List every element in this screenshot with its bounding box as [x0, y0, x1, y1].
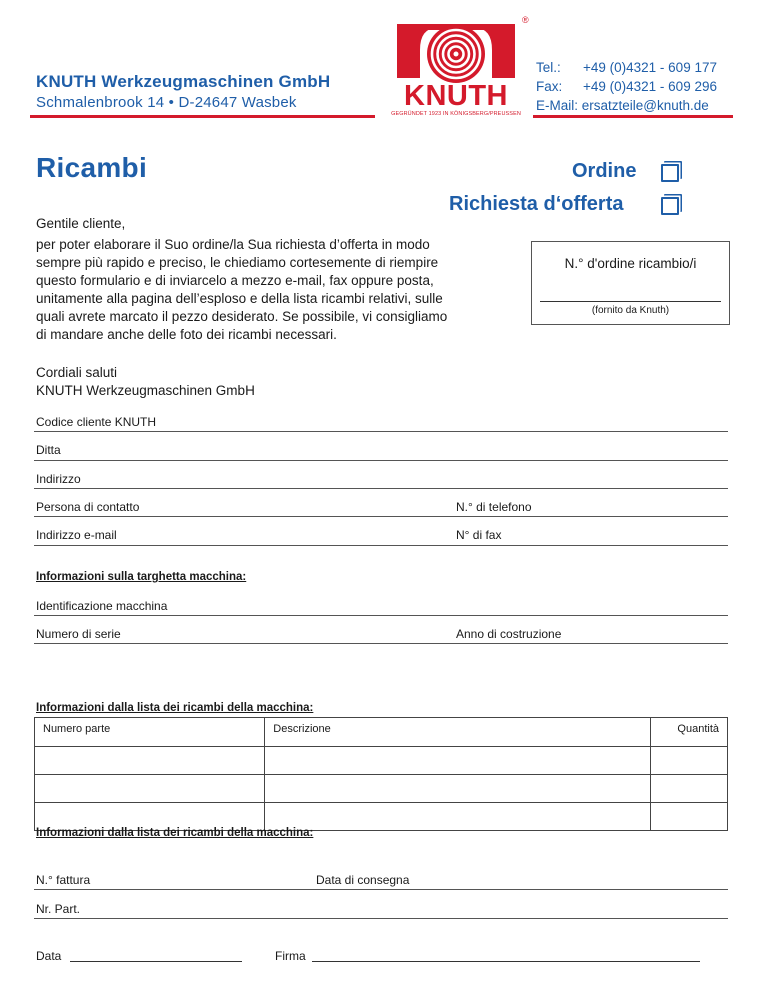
delivery-date-label: Data di consegna — [316, 873, 410, 887]
page-title: Ricambi — [36, 152, 148, 183]
invoice-number-label: N.° fattura — [36, 873, 91, 887]
email-address-label: Indirizzo e-mail — [36, 528, 117, 542]
invoice-delivery-field[interactable] — [34, 889, 728, 890]
company-field[interactable] — [34, 460, 728, 461]
company-label: Ditta — [36, 443, 61, 457]
letter-line: per poter elaborare il Suo ordine/la Sua richiesta d’offerta in modo — [36, 237, 430, 252]
email-fax-field[interactable] — [34, 545, 728, 546]
date-label: Data — [36, 949, 62, 963]
order-number-note: (fornito da Knuth) — [591, 305, 670, 316]
contact-fax — [536, 77, 717, 96]
letter-paragraph — [36, 236, 506, 344]
description-cell[interactable] — [265, 747, 651, 775]
column-header-part-number: Numero parte — [35, 718, 265, 747]
customer-code-label: Codice cliente KNUTH — [36, 415, 157, 429]
quantity-cell[interactable] — [651, 775, 728, 803]
customer-code-field[interactable] — [34, 431, 728, 432]
table-row — [35, 747, 728, 775]
order-number-label: N.° d'ordine ricambio/i — [564, 256, 697, 271]
closing: Cordiali saluti — [36, 365, 118, 380]
registered-mark: ® — [522, 15, 529, 25]
fax-label: Fax: — [536, 79, 563, 94]
machine-id-label: Identificazione macchina — [36, 599, 168, 613]
address-field[interactable] — [34, 488, 728, 489]
company-name: KNUTH Werkzeugmaschinen GmbH — [36, 72, 331, 91]
quantity-cell[interactable] — [651, 803, 728, 831]
tel-value: +49 (0)4321 - 609 177 — [583, 60, 717, 75]
tel-label: Tel.: — [536, 60, 561, 75]
quote-request-option-label: Richiesta d‘offerta — [449, 193, 624, 215]
description-cell[interactable] — [265, 803, 651, 831]
signature-field[interactable] — [312, 961, 700, 962]
order-option-label: Ordine — [572, 160, 637, 182]
parts-list-section-title: Informazioni dalla lista dei ricambi della macchina: — [36, 702, 314, 714]
table-row — [35, 775, 728, 803]
description-cell[interactable] — [265, 775, 651, 803]
header-rule-left — [30, 115, 375, 118]
machine-id-field[interactable] — [34, 615, 728, 616]
parts-table — [34, 717, 728, 831]
part-number-cell[interactable] — [35, 747, 265, 775]
column-header-description: Descrizione — [265, 718, 651, 747]
order-number-box — [531, 241, 730, 325]
machine-plate-section-title: Informazioni sulla targhetta macchina: — [36, 571, 247, 583]
address-label: Indirizzo — [36, 472, 81, 486]
column-header-quantity: Quantità — [651, 718, 728, 747]
letter-signature: KNUTH Werkzeugmaschinen GmbH — [36, 383, 255, 398]
header-rule-right — [533, 115, 733, 118]
greeting: Gentile cliente, — [36, 216, 126, 231]
part-number-label: Nr. Part. — [36, 902, 81, 916]
order-number-line[interactable] — [540, 301, 721, 302]
contact-person-label: Persona di contatto — [36, 500, 140, 514]
invoice-section-title: Informazioni dalla lista dei ricambi della macchina: — [36, 827, 314, 839]
date-field[interactable] — [70, 961, 242, 962]
part-number-field[interactable] — [34, 918, 728, 919]
phone-label: N.° di telefono — [456, 500, 532, 514]
contact-block — [536, 58, 717, 115]
letter-line: sempre più rapido e preciso, le chiediamo cortesemente di riempire — [36, 255, 439, 270]
serial-number-label: Numero di serie — [36, 627, 121, 641]
order-checkbox[interactable] — [661, 164, 679, 182]
logo-tagline: GEGRÜNDET 1923 IN KÖNIGSBERG/PREUSSEN — [391, 111, 521, 117]
parts-table-header — [35, 718, 728, 747]
fax-value: +49 (0)4321 - 609 296 — [583, 79, 717, 94]
quote-request-checkbox[interactable] — [661, 197, 679, 215]
email-label: E-Mail: — [536, 98, 579, 113]
fax-number-label: N° di fax — [456, 528, 502, 542]
year-built-label: Anno di costruzione — [456, 627, 562, 641]
logo-wordmark: KNUTH — [404, 80, 508, 112]
letter-line: questo formulario e di inviarcelo a mezzo e-mail, fax oppure posta, — [36, 273, 434, 288]
contact-tel — [536, 58, 717, 77]
contact-person-phone-field[interactable] — [34, 516, 728, 517]
letter-line: quali avrete marcato il pezzo desiderato. Se possibile, vi consigliamo — [36, 309, 448, 324]
email-value[interactable]: ersatzteile@knuth.de — [581, 98, 709, 113]
letter-line: unitamente alla pagina dell’esploso e della lista ricambi relativi, sulle — [36, 291, 443, 306]
company-address: Schmalenbrook 14 • D-24647 Wasbek — [36, 94, 297, 111]
quantity-cell[interactable] — [651, 747, 728, 775]
letter-line: di mandare anche delle foto dei ricambi necessari. — [36, 327, 337, 342]
serial-year-field[interactable] — [34, 643, 728, 644]
signature-label: Firma — [275, 949, 306, 963]
contact-email — [536, 96, 717, 115]
part-number-cell[interactable] — [35, 775, 265, 803]
